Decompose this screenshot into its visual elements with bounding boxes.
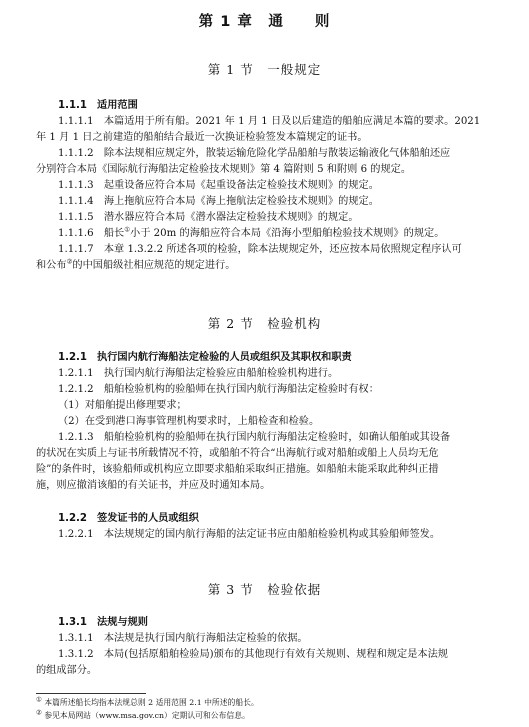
section-2-title: 第 2 节 检验机构: [207, 316, 322, 331]
section-1-title: 第 1 节 一般规定: [207, 62, 322, 77]
paragraph-1-1-1-6: [36, 226, 494, 243]
heading-text: 签发证书的人员或组织: [97, 513, 199, 524]
heading-text: 适用范围: [97, 100, 138, 111]
paragraph-1-3-1-2-line2: 的组成部分。: [36, 665, 98, 676]
paragraph-1-2-1-3-line3: 险”的条件时，该验船师或机构应立即要求船舶采取纠正措施。如船舶未能采取此种纠正措: [36, 464, 439, 475]
paragraph-1-1-1-1-line1: 1.1.1.1 本篇适用于所有船。2021 年 1 月 1 日及以后建造的船舶应满足本篇的要求。2021: [58, 116, 481, 127]
footnote-mark: ②: [36, 708, 42, 717]
paragraph-1-1-1-2-line1: 1.1.1.2 除本法规相应规定外，散装运输危险化学品船舶与散装运输液化气体船舶还应: [58, 148, 451, 159]
footnote-text: 参见本局网站（www.msa.gov.cn）定期认可和公布信息。: [44, 711, 250, 720]
paragraph-1-1-1-3: 1.1.1.3 起重设备应符合本局《起重设备法定检验技术规则》的规定。: [58, 180, 379, 191]
heading-number: 1.2.1: [58, 352, 88, 363]
paragraph-1-3-1-2-line1: 1.3.1.2 本局(包括原船舶检验局)颁布的其他现行有效有关规则、规程和规定是本法规: [58, 649, 448, 660]
text-span: 小于 20m 的海船应符合本局《沿海小型船舶检验技术规则》的规定。: [130, 228, 445, 239]
section-3-title: 第 3 节 检验依据: [207, 582, 322, 597]
paragraph-1-3-1-1: 1.3.1.1 本法规是执行国内航行海船法定检验的依据。: [58, 633, 308, 644]
text-span: 的中国船级社相应规范的规定进行。: [72, 260, 236, 271]
paragraph-1-1-1-7-line1: 1.1.1.7 本章 1.3.2.2 所述各项的检验，除本法规规定外，还应按本局依照规定程序认可: [58, 244, 462, 255]
paragraph-1-2-1-3-line2: 的状况在实质上与证书所载情况不符，或船舶不符合“出海航行或对船舶或船上人员均无危: [36, 448, 439, 459]
heading-1-3-1: [58, 615, 148, 632]
paragraph-1-1-1-4: 1.1.1.4 海上拖航应符合本局《海上拖航法定检验技术规则》的规定。: [58, 196, 379, 207]
footnote-mark: ①: [36, 695, 42, 704]
heading-text: 执行国内航行海船法定检验的人员或组织及其职权和职责: [97, 352, 352, 363]
heading-1-2-1: [58, 350, 352, 367]
heading-number: 1.3.1: [58, 617, 88, 628]
paragraph-1-1-1-5: 1.1.1.5 潜水器应符合本局《潜水器法定检验技术规则》的规定。: [58, 212, 359, 223]
paragraph-1-2-1-3-line1: 1.2.1.3 船舶检验机构的验船师在执行国内航行海船法定检验时，如确认船舶或其设备: [58, 432, 451, 443]
footnote-1: [36, 697, 259, 708]
heading-1-2-2: [58, 511, 199, 528]
footnote-text: 本篇所述船长均指本法规总则 2 适用范围 2.1 中所述的船长。: [44, 698, 259, 707]
paragraph-1-2-1-1: 1.2.1.1 执行国内航行海船法定检验应由船舶检验机构进行。: [58, 368, 339, 379]
paragraph-1-1-1-1-line2: 年 1 月 1 日之前建造的船舶结合最近一次换证检验签发本篇规定的证书。: [36, 132, 368, 143]
heading-number: 1.2.2: [58, 513, 88, 524]
text-span: 1.1.1.6 船长: [58, 228, 125, 239]
list-item-1: （1）对船舶提出修理要求；: [58, 400, 187, 411]
footnote-divider: [36, 693, 146, 694]
paragraph-1-1-1-2-line2: 分别符合本局《国际航行海船法定检验技术规则》第 4 篇附则 5 和附则 6 的规定。: [36, 164, 412, 175]
paragraph-1-2-1-3-line4: 施，则应撤消该船的有关证书，并应及时通知本局。: [36, 480, 271, 491]
footnote-2: [36, 710, 250, 721]
paragraph-1-2-1-2: 1.2.1.2 船舶检验机构的验船师在执行国内航行海船法定检验时有权：: [58, 384, 379, 395]
footnote-ref-1: ①: [124, 225, 131, 234]
paragraph-1-1-1-7-line2: [36, 258, 494, 275]
heading-number: 1.1.1: [58, 100, 88, 111]
footnote-ref-2: ②: [66, 257, 73, 266]
heading-text: 法规与规则: [97, 617, 148, 628]
paragraph-1-2-2-1: 1.2.2.1 本法规规定的国内航行海船的法定证书应由船舶检验机构或其验船师签发。: [58, 529, 441, 540]
text-span: 和公布: [36, 260, 67, 271]
heading-1-1-1: [58, 98, 138, 115]
chapter-title: 第 1 章 通 则: [198, 14, 331, 30]
list-item-2: （2）在受到港口海事管理机构要求时，上船检查和检验。: [58, 416, 320, 427]
